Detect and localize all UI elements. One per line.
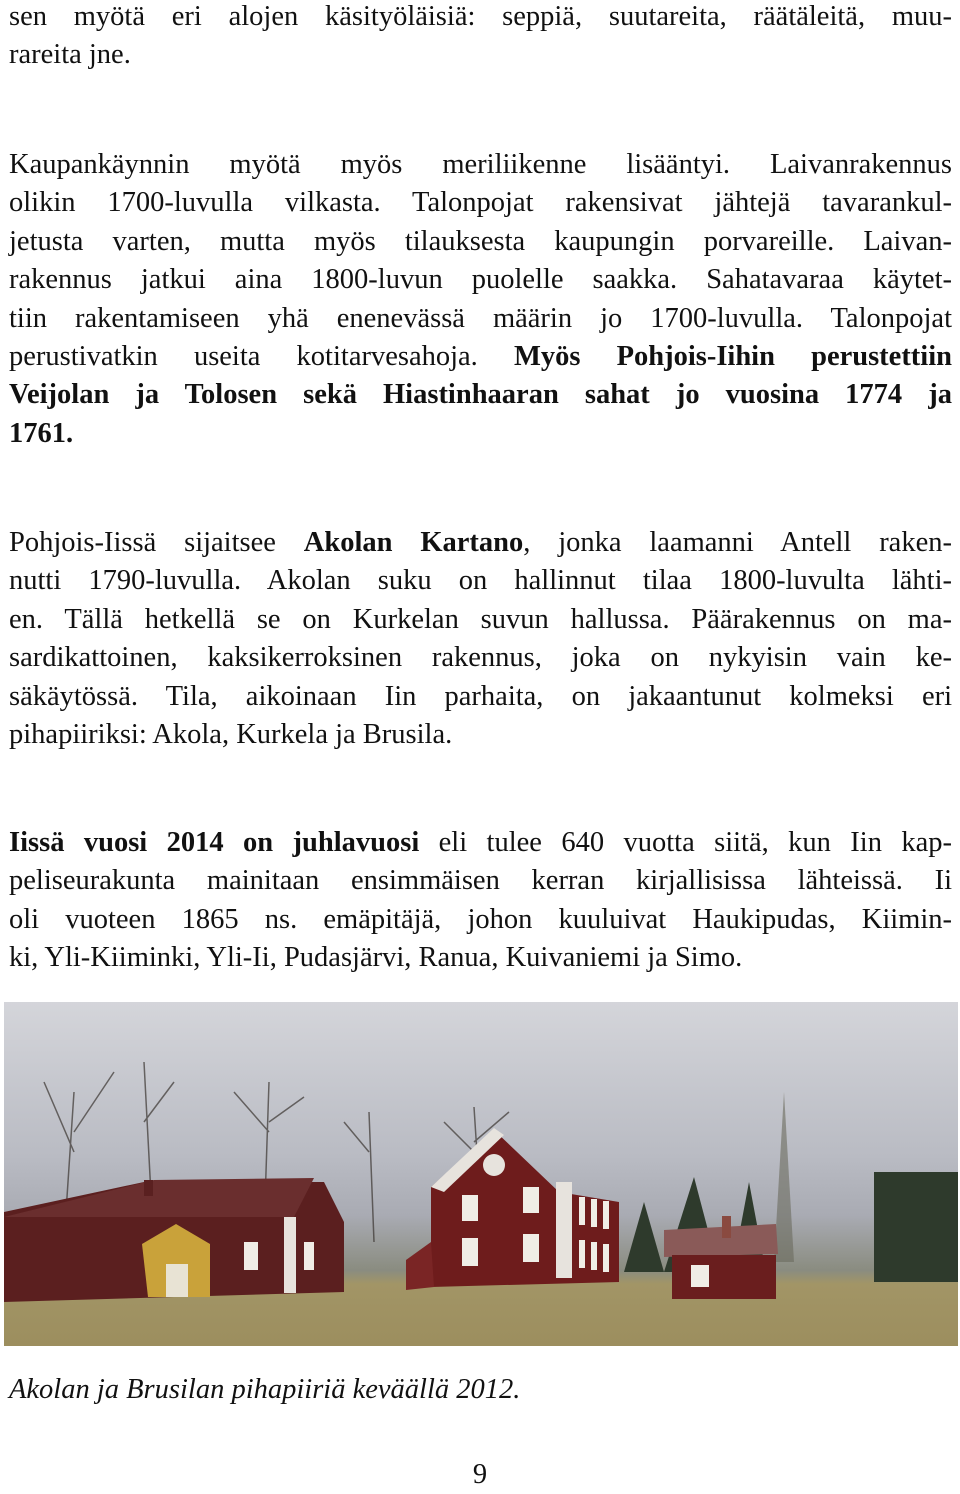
bold-text: Veijolan ja Tolosen sekä Hiastinhaaran sahat jo vuosina 1774 ja bbox=[9, 379, 952, 411]
text: säkäytössä. Tila, aikoinaan Iin parhaita, on jakaantunut kolmeksi eri bbox=[9, 680, 952, 712]
text-line bbox=[9, 146, 952, 184]
text: sardikattoinen, kaksikerroksinen rakennus, joka on nykyisin vain ke- bbox=[9, 642, 952, 674]
text-line bbox=[9, 901, 952, 939]
paragraph-shipbuilding bbox=[9, 146, 952, 453]
text: tiin rakentamiseen yhä enenevässä määrin jo 1700-luvulla. Talonpojat bbox=[9, 302, 952, 334]
text: oli vuoteen 1865 ns. emäpitäjä, johon kuuluivat Haukipudas, Kiimin- bbox=[9, 903, 952, 935]
text-line bbox=[9, 300, 952, 338]
text-line bbox=[9, 524, 952, 562]
bold-text: Iissä vuosi 2014 on juhlavuosi bbox=[9, 827, 420, 858]
text: Kaupankäynnin myötä myös meriliikenne lisääntyi. Laivanrakennus bbox=[9, 149, 952, 180]
text-line bbox=[9, 824, 952, 862]
text: pihapiiriksi: Akola, Kurkela ja Brusila. bbox=[9, 718, 453, 750]
bold-text: 1761. bbox=[9, 417, 74, 449]
text-line bbox=[9, 376, 952, 414]
text: olikin 1700-luvulla vilkasta. Talonpojat rakensivat jähtejä tavarankul- bbox=[9, 187, 952, 219]
text: rakennus jatkui aina 1800-luvun puolelle saakka. Sahatavaraa käytet- bbox=[9, 264, 952, 296]
text: eli tulee 640 vuotta siitä, kun Iin kap- bbox=[419, 827, 953, 858]
paragraph-crafts bbox=[9, 0, 952, 75]
text: nutti 1790-luvulla. Akolan suku on hallinnut tilaa 1800-luvulta lähti- bbox=[9, 565, 952, 597]
paragraph-jubilee-year bbox=[9, 824, 952, 978]
text-line bbox=[9, 678, 952, 716]
text: Pohjois-Iissä sijaitsee bbox=[9, 527, 304, 558]
bold-text: Myös Pohjois-Iihin perustettiin bbox=[513, 340, 952, 372]
page-number: 9 bbox=[472, 1459, 488, 1490]
text-line bbox=[9, 0, 952, 36]
text-line bbox=[9, 36, 952, 74]
text-line bbox=[9, 184, 952, 222]
text: peliseurakunta mainitaan ensimmäisen kerran kirjallisissa lähteissä. Ii bbox=[9, 865, 952, 897]
paragraph-akola-manor bbox=[9, 524, 952, 754]
photo-caption: Akolan ja Brusilan pihapiiriä keväällä 2012. bbox=[9, 1374, 521, 1405]
text-line bbox=[9, 261, 952, 299]
text-line bbox=[9, 639, 952, 677]
text-line bbox=[9, 939, 952, 977]
text: , jonka laamanni Antell raken- bbox=[523, 527, 952, 558]
text-line bbox=[9, 601, 952, 639]
text-line bbox=[9, 223, 952, 261]
text: perustivatkin useita kotitarvesahoja. bbox=[9, 340, 514, 372]
text-line bbox=[9, 862, 952, 900]
text: sen myötä eri alojen käsityöläisiä: seppiä, suutareita, räätäleitä, muu- bbox=[9, 1, 952, 32]
text-line bbox=[9, 562, 952, 600]
text: rareita jne. bbox=[9, 39, 131, 71]
text: ki, Yli-Kiiminki, Yli-Ii, Pudasjärvi, Ranua, Kuivaniemi ja Simo. bbox=[9, 942, 743, 974]
text-line bbox=[9, 415, 952, 453]
text-line bbox=[9, 716, 952, 754]
bold-text: Akolan Kartano bbox=[303, 527, 524, 558]
photo-akola-brusila-farmyard bbox=[4, 1002, 958, 1346]
text-line bbox=[9, 338, 952, 376]
text: jetusta varten, mutta myös tilauksesta kaupungin porvareille. Laivan- bbox=[9, 225, 952, 257]
text: en. Tällä hetkellä se on Kurkelan suvun hallussa. Päärakennus on ma- bbox=[9, 603, 952, 635]
